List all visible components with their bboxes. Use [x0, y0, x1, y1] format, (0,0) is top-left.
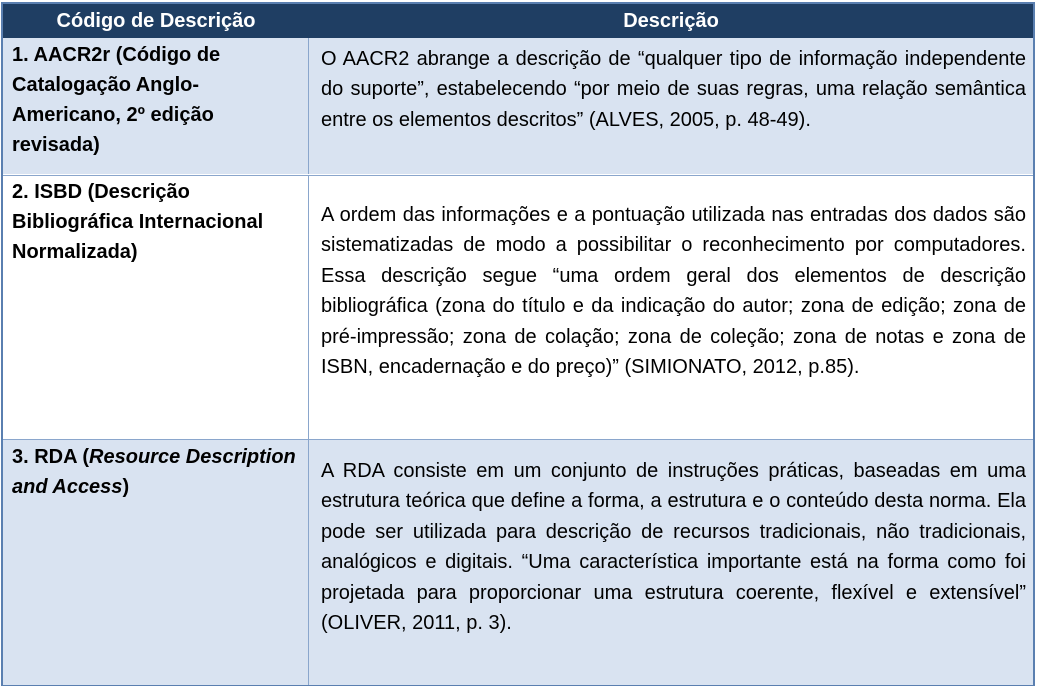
- table-row-isbd: [3, 175, 1033, 439]
- header-description-column: Descrição: [623, 10, 719, 32]
- code-cell: 2. ISBD (Descrição Bibliográfica Internacional Normalizada): [3, 176, 309, 439]
- description-cell: A ordem das informações e a pontuação utilizada nas entradas dos dados são sistematizadas de modo a possibilitar o reconhecimento por computadores. Essa descrição segue “uma ordem geral dos elementos de descrição bibliográfica (zona do título e da indicação do autor; zona de edição; zona de pré-impressão; zona de colação; zona de coleção; zona de notas e zona de ISBN, encadernação e do preço)” (SIMIONATO, 2012, p.85).: [321, 204, 1026, 379]
- table-header: [3, 4, 1033, 38]
- table-row-aacr2r: [3, 38, 1033, 174]
- header-code-column: Código de Descrição: [56, 10, 256, 32]
- code-cell: 1. AACR2r (Código de Catalogação Anglo-Americano, 2º edição revisada): [3, 38, 309, 174]
- description-cell: A RDA consiste em um conjunto de instruções práticas, baseadas em uma estrutura teórica que define a forma, a estrutura e o conteúdo desta norma. Ela pode ser utilizada para descrição de recursos tradicionais, não tradicionais, analógicos e digitais. “Uma característica importante está na forma como foi projetada para proporcionar uma estrutura coerente, flexível e extensível” (OLIVER, 2011, p. 3).: [321, 460, 1026, 635]
- code-suffix: ): [122, 476, 130, 498]
- description-codes-table: [1, 2, 1035, 686]
- description-cell: O AACR2 abrange a descrição de “qualquer tipo de informação independente do suporte”, estabelecendo “por meio de suas regras, uma relação semântica entre os elementos descritos” (ALVES, 2005, p. 48-49).: [321, 48, 1026, 131]
- code-prefix: 3. RDA (: [12, 446, 90, 468]
- code-cell: [3, 440, 309, 685]
- code-italic-title: Resource Description and Access: [12, 446, 296, 498]
- table-row-rda: [3, 439, 1033, 685]
